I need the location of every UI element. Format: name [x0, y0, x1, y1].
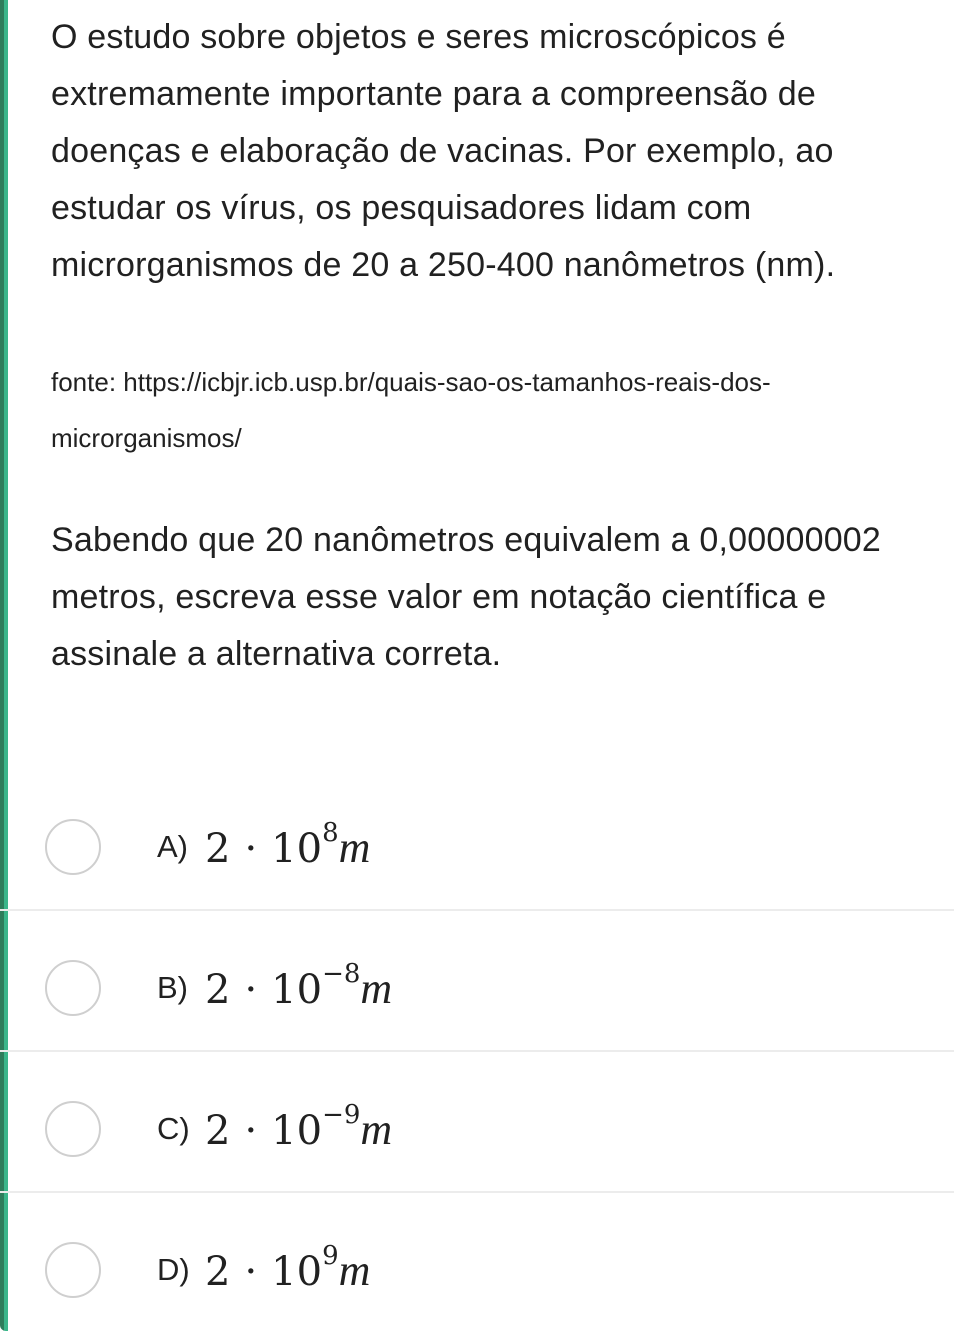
radio-button-icon[interactable]: [45, 1101, 101, 1157]
divider: [0, 1191, 954, 1193]
option-letter: A): [157, 829, 188, 864]
question-intro: O estudo sobre objetos e seres microscópicos é extremamente importante para a compreensão de doenças e elaboração de vacinas. Por exemplo, ao estudar os vírus, os pesquisadores lidam com microrganismos de 20 a 250-400 nanômetros (nm).: [51, 18, 836, 284]
option-d[interactable]: [0, 1200, 954, 1340]
question-prompt: Sabendo que 20 nanômetros equivalem a 0,00000002 metros, escreva esse valor em notação científica e assinale a alternativa correta.: [51, 521, 882, 673]
option-expression: $2 \cdot 10^{-8}m$: [205, 959, 393, 1013]
option-expression: $2 \cdot 10^8m$: [205, 818, 371, 872]
option-letter: D): [157, 1252, 190, 1287]
radio-button-icon[interactable]: [45, 1242, 101, 1298]
option-letter: B): [157, 970, 188, 1005]
option-c[interactable]: [0, 1059, 954, 1199]
option-a[interactable]: [0, 777, 954, 917]
option-b[interactable]: [0, 918, 954, 1058]
divider: [0, 1050, 954, 1052]
radio-button-icon[interactable]: [45, 960, 101, 1016]
divider: [0, 909, 954, 911]
question-source: fonte: https://icbjr.icb.usp.br/quais-sao-os-tamanhos-reais-dos-microrganismos/: [51, 367, 771, 453]
option-expression: $2 \cdot 10^{-9}m$: [205, 1100, 393, 1154]
option-expression: $2 \cdot 10^9m$: [205, 1241, 371, 1295]
option-letter: C): [157, 1111, 190, 1146]
radio-button-icon[interactable]: [45, 819, 101, 875]
